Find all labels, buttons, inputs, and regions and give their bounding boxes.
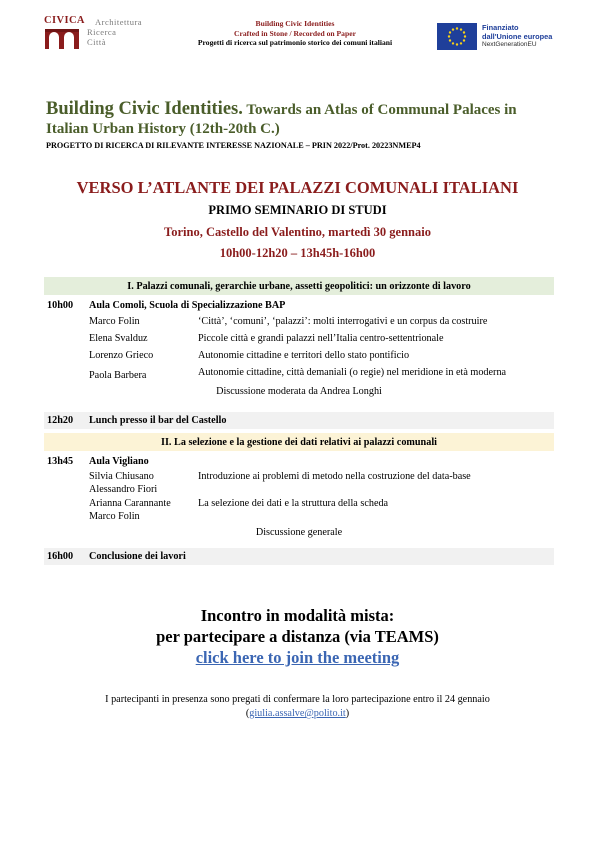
header-line-3: Progetti di ricerca sul patrimonio storico dei comuni italiani: [197, 38, 393, 48]
lunch-row: [44, 412, 554, 429]
talk-row: [44, 470, 554, 496]
talk-speaker: Paola Barbera: [89, 370, 147, 381]
contact-email-link[interactable]: giulia.assalve@polito.it: [249, 708, 346, 719]
lunch-time: 12h20: [47, 415, 74, 426]
talk-title: La selezione dei dati e la struttura della scheda: [198, 498, 389, 509]
email-paren-close: ): [345, 708, 350, 719]
hybrid-notice-line-2: per partecipare a distanza (via TEAMS): [156, 627, 439, 646]
talk-speaker: Lorenzo Grieco: [89, 350, 154, 361]
talk-row: [44, 497, 554, 523]
project-subtitle: PROGETTO DI RICERCA DI RILEVANTE INTERESSE NAZIONALE – PRIN 2022/Prot. 20223NMEP4: [46, 141, 421, 150]
talk-speaker: Marco Folin: [89, 511, 140, 522]
header-line-2: Crafted in Stone / Recorded on Paper: [234, 28, 356, 38]
hybrid-notice-line-1: Incontro in modalità mista:: [200, 606, 395, 625]
event-title: VERSO L’ATLANTE DEI PALAZZI COMUNALI ITALIANI: [76, 178, 519, 197]
section-1-heading: I. Palazzi comunali, gerarchie urbane, assetti geopolitici: un orizzonte di lavoro: [44, 277, 554, 295]
contact-email-line: [0, 707, 595, 721]
confirmation-text: I partecipanti in presenza sono pregati di confermare la loro partecipazione entro il 24 gennaio: [105, 694, 490, 705]
civica-logo-icon: [44, 25, 80, 51]
logo-word-architettura: Architettura: [95, 17, 143, 27]
email-paren-open: (: [245, 708, 250, 719]
project-title: [46, 100, 556, 139]
talk-speaker: Silvia Chiusano: [89, 471, 154, 482]
header-project-info: [160, 19, 430, 48]
section-2-heading: II. La selezione e la gestione dei dati relativi ai palazzi comunali: [44, 433, 554, 451]
talk-title: Autonomie cittadine, città demaniali (o regie) nel meridione in età moderna: [198, 367, 507, 378]
slot-1-time: 10h00: [47, 300, 74, 311]
closing-row: [44, 548, 554, 565]
talk-speaker: Alessandro Fiori: [89, 484, 158, 495]
project-title-main: Building Civic Identities.: [46, 99, 243, 119]
slot-2-time: 13h45: [47, 456, 74, 467]
discussion-1: Discussione moderata da Andrea Longhi: [216, 386, 382, 397]
civica-logo: [44, 16, 154, 50]
eu-flag-icon: [437, 23, 477, 50]
talk-speakers: [44, 497, 198, 523]
talk-speaker: Arianna Carannante: [89, 498, 171, 509]
confirmation-notice: [0, 693, 595, 721]
eu-line-1: Finanziato: [482, 23, 519, 32]
eu-line-2: dall'Unione europea: [482, 31, 553, 41]
talk-title: Introduzione ai problemi di metodo nella costruzione del data-base: [198, 471, 471, 482]
event-time: 10h00-12h20 – 13h45h-16h00: [219, 246, 376, 260]
talk-speaker: Marco Folin: [89, 316, 140, 327]
slot-1-room: Aula Comoli, Scuola di Specializzazione BAP: [89, 300, 286, 311]
eu-line-3: NextGenerationEU: [482, 41, 537, 49]
talk-row: [44, 367, 554, 384]
talk-speakers: [44, 470, 198, 496]
program: [44, 277, 554, 565]
logo-word-civica: CIVICA: [44, 15, 85, 26]
talk-row: [44, 350, 554, 367]
talk-speaker: Elena Svalduz: [89, 333, 148, 344]
event-subtitle: PRIMO SEMINARIO DI STUDI: [208, 203, 387, 217]
closing-time: 16h00: [47, 551, 74, 562]
logo-word-citta: Città: [87, 37, 107, 47]
header-line-1: Building Civic Identities: [255, 19, 335, 28]
talk-row: [44, 316, 554, 333]
eu-funding-badge: [437, 23, 557, 51]
talk-row: [44, 333, 554, 350]
discussion-2: Discussione generale: [255, 527, 343, 538]
lunch-label: Lunch presso il bar del Castello: [89, 415, 227, 426]
talk-title: Piccole città e grandi palazzi nell’Italia centro-settentrionale: [198, 333, 444, 344]
talk-title: ‘Città’, ‘comuni’, ‘palazzi’: molti interrogativi e un corpus da costruire: [198, 316, 488, 327]
join-meeting-link[interactable]: click here to join the meeting: [195, 648, 400, 667]
event-place-date: Torino, Castello del Valentino, martedì 30 gennaio: [164, 225, 431, 239]
logo-word-ricerca: Ricerca: [87, 27, 117, 37]
project-title-rest: Towards an Atlas of Communal Palaces in Italian Urban History (12th-20th C.): [46, 102, 517, 137]
slot-2-header: [44, 453, 554, 470]
slot-1-header: [44, 297, 554, 314]
closing-label: Conclusione dei lavori: [89, 551, 186, 562]
eu-stars-icon: [437, 23, 477, 50]
talk-title: Autonomie cittadine e territori dello stato pontificio: [198, 350, 410, 361]
slot-2-room: Aula Vigliano: [89, 456, 149, 467]
eu-funding-text: [482, 24, 552, 50]
